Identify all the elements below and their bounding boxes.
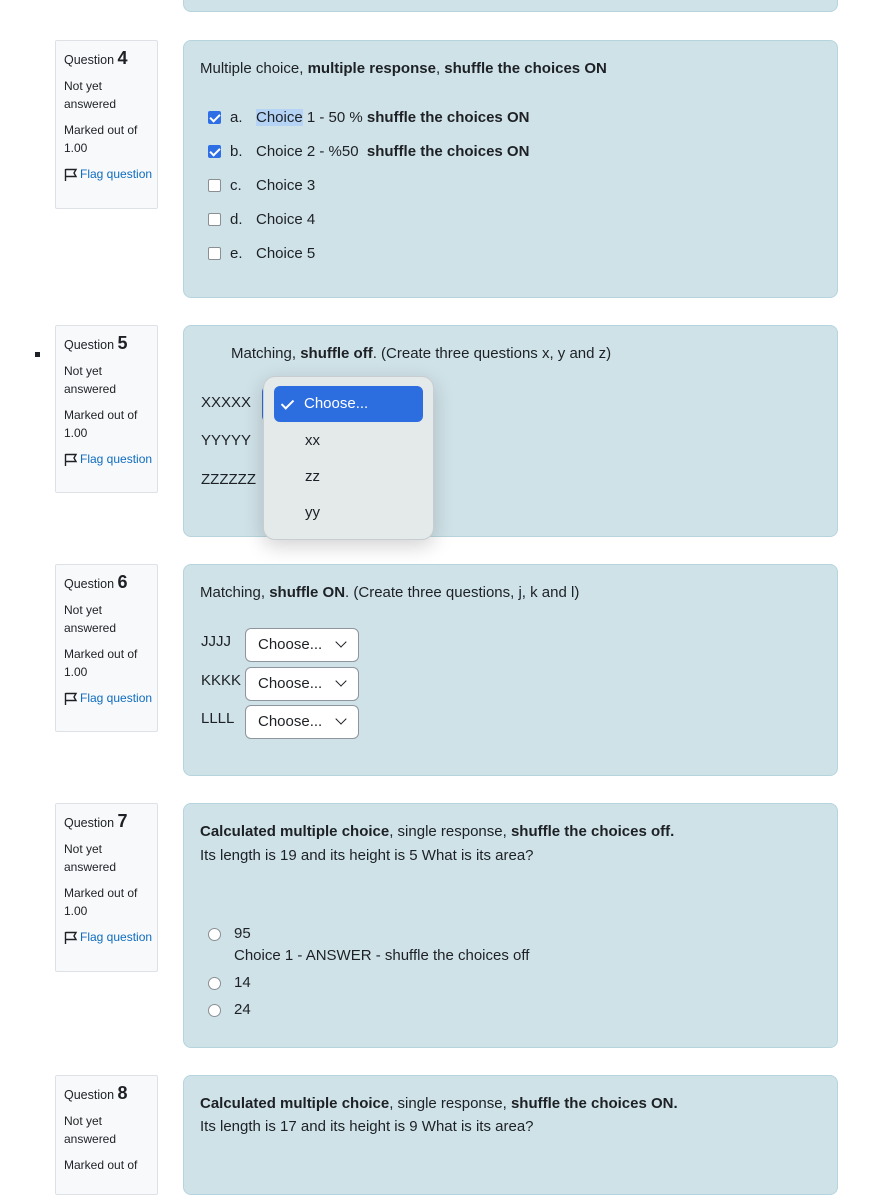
question-state: Not yet answered <box>64 842 117 874</box>
list-bullet <box>35 352 40 357</box>
match-label-x: XXXXX <box>201 394 252 411</box>
previous-question-card <box>183 0 838 12</box>
question-grade: Marked out of 1.00 <box>64 886 138 918</box>
question-state: Not yet answered <box>64 364 117 396</box>
answer-value: 24 <box>234 1001 251 1018</box>
question-grade: Marked out of 1.00 <box>64 408 138 440</box>
dropdown-option[interactable]: yy <box>305 504 320 521</box>
chevron-down-icon <box>335 675 346 686</box>
match-label-l: LLLL <box>201 710 235 727</box>
question-card-8 <box>183 1075 838 1195</box>
flag-question-link[interactable]: Flag question <box>64 928 157 946</box>
match-label-z: ZZZZZZ <box>201 471 256 488</box>
checkbox-checked[interactable] <box>208 111 221 124</box>
radio-24[interactable] <box>208 1004 221 1017</box>
question-number: Question 5 <box>64 333 128 353</box>
question-info-5 <box>55 325 158 493</box>
answer-value: 95 <box>234 925 251 942</box>
question-text: Calculated multiple choice, single response, shuffle the choices off. <box>200 823 675 840</box>
checkmark-icon <box>281 396 294 409</box>
answer-value: 14 <box>234 974 251 991</box>
match-label-k: KKKK <box>201 672 242 689</box>
checkbox[interactable] <box>208 179 221 192</box>
flag-icon <box>64 168 78 182</box>
checkbox[interactable] <box>208 213 221 226</box>
flag-icon <box>64 453 78 467</box>
question-card-7 <box>183 803 838 1048</box>
match-select-j[interactable]: Choose... <box>245 628 359 662</box>
flag-question-link[interactable]: Flag question <box>64 689 157 707</box>
question-text-line2: Its length is 17 and its height is 9 What is its area? <box>200 1118 534 1135</box>
flag-icon <box>64 692 78 706</box>
dropdown-option-selected[interactable]: Choose... <box>274 386 423 422</box>
match-label-y: YYYYY <box>201 432 252 449</box>
checkbox-checked[interactable] <box>208 145 221 158</box>
question-grade: Marked out of 1.00 <box>64 123 138 155</box>
question-number: Question 8 <box>64 1083 128 1103</box>
dropdown-option[interactable]: zz <box>305 468 320 485</box>
question-info-6 <box>55 564 158 732</box>
flag-question-link[interactable]: Flag question <box>64 165 157 183</box>
radio-95[interactable] <box>208 928 221 941</box>
answer-note: Choice 1 - ANSWER - shuffle the choices off <box>234 947 530 964</box>
question-text: Matching, shuffle off. (Create three questions x, y and z) <box>231 345 612 362</box>
match-select-l[interactable]: Choose... <box>245 705 359 739</box>
dropdown-option[interactable]: xx <box>305 432 320 449</box>
question-info-7 <box>55 803 158 972</box>
match-label-j: JJJJ <box>201 633 231 650</box>
match-dropdown-list[interactable] <box>263 376 434 540</box>
question-state: Not yet answered <box>64 1114 117 1146</box>
question-card-6 <box>183 564 838 776</box>
question-grade: Marked out of <box>64 1158 138 1172</box>
flag-question-link[interactable]: Flag question <box>64 450 157 468</box>
flag-icon <box>64 931 78 945</box>
question-info-4 <box>55 40 158 209</box>
radio-14[interactable] <box>208 977 221 990</box>
question-grade: Marked out of 1.00 <box>64 647 138 679</box>
question-text: Calculated multiple choice, single response, shuffle the choices ON. <box>200 1095 678 1112</box>
question-state: Not yet answered <box>64 603 117 635</box>
question-card-4: Multiple choice, multiple response, shuffle the choices ON a. Choice 1 - 50 % shuffle the choices ON b. Choice 2 - %50 shuffle the choices ON c. Choice 3 d. Choice 4 e. Choice 5 <box>183 40 838 298</box>
chevron-down-icon <box>335 636 346 647</box>
question-info-8 <box>55 1075 158 1195</box>
match-select-k[interactable]: Choose... <box>245 667 359 701</box>
question-number: Question 6 <box>64 572 128 592</box>
chevron-down-icon <box>335 713 346 724</box>
question-number: Question 7 <box>64 811 128 831</box>
question-number: Question 4 <box>64 48 128 68</box>
question-text: Matching, shuffle ON. (Create three questions, j, k and l) <box>200 584 580 601</box>
checkbox[interactable] <box>208 247 221 260</box>
question-text: Multiple choice, multiple response, shuffle the choices ON <box>200 60 607 77</box>
question-state: Not yet answered <box>64 79 117 111</box>
question-text-line2: Its length is 19 and its height is 5 What is its area? <box>200 847 534 864</box>
